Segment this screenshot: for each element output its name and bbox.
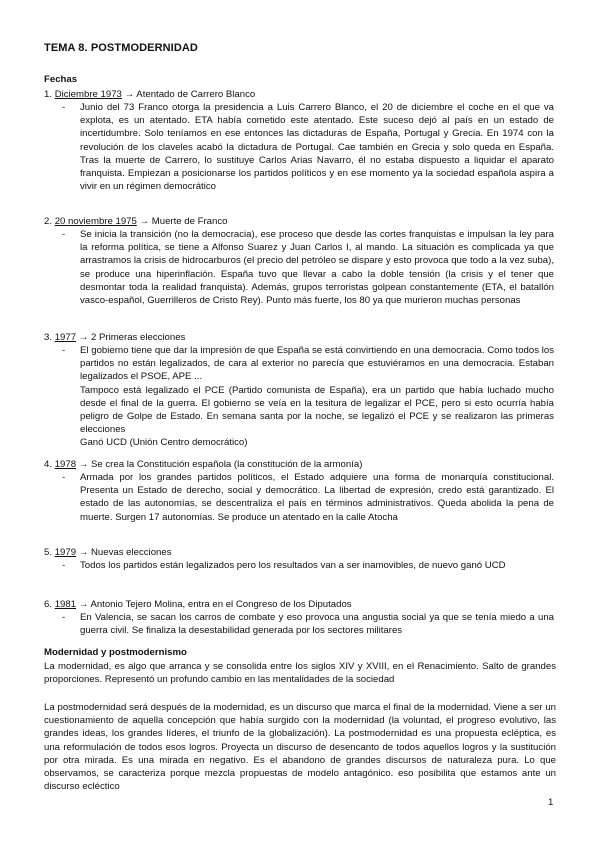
arrow-icon: → [78, 332, 89, 343]
dash-icon: - [62, 345, 66, 356]
paragraph-text: La postmodernidad será después de la modernidad, es un discurso que marca el final de la modernidad. Viene a ser un cuestionamiento de aquella concepción que había surgido con la modernidad (la voluntad, el progreso evolutivo, las grandes ideas, los grandes líderes, el triunfo de la globalización). La postmodernidad es una propuesta ecléptica, es una reformulación de todos esos logros. Proyecta un discurso de desencanto de todos aquellos logros y la sustitución por otra mirada. Es una mirada en negativo. Es el abandono de grandes discursos de naturaleza pura. Lo que observamos, se caracteriza porque mezcla propuestas de modelo antagónico. eso posibilita que estamos ante un discurso ecléctico [44, 702, 556, 793]
item-event: Muerte de Franco [151, 216, 228, 227]
page-number: 1 [548, 797, 554, 808]
item-date: Diciembre 1973 [54, 89, 122, 100]
dash-icon: - [62, 560, 66, 571]
bullet-text: En Valencia, se sacan los carros de combate y eso provoca una angustia social ya que se tenía miedo a una guerra civil. Se finaliza la desestabilidad generada por los sectores militares [80, 612, 554, 637]
paragraph-2 [44, 701, 556, 793]
arrow-icon: → [78, 547, 89, 558]
item-event: 2 Primeras elecciones [90, 332, 186, 343]
item-number: 3. [44, 332, 53, 343]
bullet-text: Ganó UCD (Unión Centro democrático) [80, 437, 248, 449]
date-item-3 [44, 331, 185, 344]
arrow-icon: → [139, 216, 150, 227]
item-event: Se crea la Constitución española (la constitución de la armonía) [90, 459, 363, 470]
bullet-text: Todos los partidos están legalizados pero los resultados van a ser inamovibles, de nuevo ganó UCD [80, 560, 506, 571]
date-item-6 [44, 598, 352, 611]
arrow-icon: → [124, 89, 135, 100]
bullet-text: Se inicia la transición (no la democracia), ese proceso que desde las cortes franquistas e impulsan la ley para la reforma política, se tiene a Alfonso Suarez y Juan Carlos I, al mando. La situación es complicada ya que arrastramos la crisis de hidrocarburos (el precio del petróleo se dispare y esto provoca que todo a la vez suba), se produce una hiperinflación. España tuvo que llevar a cabo la doble tensión (la crisis y el tener que desmontar toda la realidad franquista). Además, grupos terroristas golpean constantemente (ETA, el batallón vasco-español, Guerrilleros de Cristo Rey). Punto más fuerte, los 80 ya que murieron muchas personas [80, 229, 554, 307]
arrow-icon: → [78, 459, 89, 470]
item-number: 4. [44, 459, 53, 470]
item-number: 2. [44, 216, 53, 227]
item-date: 20 noviembre 1975 [54, 216, 137, 227]
dash-icon: - [62, 102, 66, 113]
item-date: 1981 [54, 599, 77, 610]
item-date: 1977 [54, 332, 77, 343]
date-item-4 [44, 458, 362, 471]
bullet-text: Armada por los grandes partidos políticos, el Estado adquiere una forma de monarquía constitucional. Presenta un Estado de derecho, social y democrático. La libertad de expresión, credo está garantizado. El estado de las autonomías, se descentraliza el país en términos administrativos. Queda abolida la pena de muerte. Surgen 17 autonomías. Se produce un atentado en la calle Atocha [80, 472, 554, 523]
dash-icon: - [62, 472, 66, 483]
item-event: Atentado de Carrero Blanco [136, 89, 256, 100]
arrow-icon: → [78, 599, 89, 610]
modernidad-heading: Modernidad y postmodernismo [44, 647, 187, 658]
item-date: 1979 [54, 547, 77, 558]
paragraph-text: La modernidad, es algo que arranca y se consolida entre los siglos XIV y XVIII, en el Renacimiento. Salto de grandes proporciones. Representó un profundo cambio en las mentalidades de la sociedad [44, 661, 556, 686]
dash-icon: - [62, 612, 66, 623]
bullet-text: El gobierno tiene que dar la impresión de que España se está convirtiendo en una democracia. Como todos los partidos no están legalizados, de cara al exterior no parecía que estuviéramos en una democracia. Estaban legalizados el PSOE, APE ... [80, 345, 554, 383]
bullet-text: Tampoco está legalizado el PCE (Partido comunista de España), era un partido que había luchado mucho desde el final de la guerra. El gobierno se veía en la tesitura de legalizar el PCE, pero si esto ocurría había peligro de Golpe de Estado. En semana santa por la noche, se legalizó el PCE y se realizaron las primeras elecciones [80, 384, 554, 436]
date-item-2 [44, 215, 228, 228]
dash-icon: - [62, 229, 66, 240]
item-date: 1978 [54, 459, 77, 470]
item-number: 1. [44, 89, 53, 100]
paragraph-1 [44, 660, 556, 686]
date-item-5 [44, 546, 172, 559]
document-title: TEMA 8. POSTMODERNIDAD [44, 42, 198, 54]
date-item-1 [44, 88, 255, 101]
item-number: 6. [44, 599, 53, 610]
item-event: Antonio Tejero Molina, entra en el Congreso de los Diputados [90, 599, 352, 610]
bullet-text: Junio del 73 Franco otorga la presidencia a Luis Carrero Blanco, el 20 de diciembre el coche en el que va explota, es un atentado. ETA había cometido este atentado. Este suceso dejó al país en un estado de incertidumbre. Solo teníamos en ese entonces las dictaduras de España, Portugal y Grecia. En 1974 con la revolución de los claveles acabó la dictadura de Portugal. Cae también en Grecia y solo queda en España. Tras la muerte de Carrero, lo sustituye Carlos Arias Navarro, él no estaba dispuesto a liquidar el aparato franquista. Empiezan a posicionarse los partidos políticos y en ese momento ya la sociedad española aspira a vivir en un régimen democrático [80, 102, 554, 193]
item-event: Nuevas elecciones [90, 547, 172, 558]
fechas-heading: Fechas [44, 74, 78, 85]
item-number: 5. [44, 547, 53, 558]
